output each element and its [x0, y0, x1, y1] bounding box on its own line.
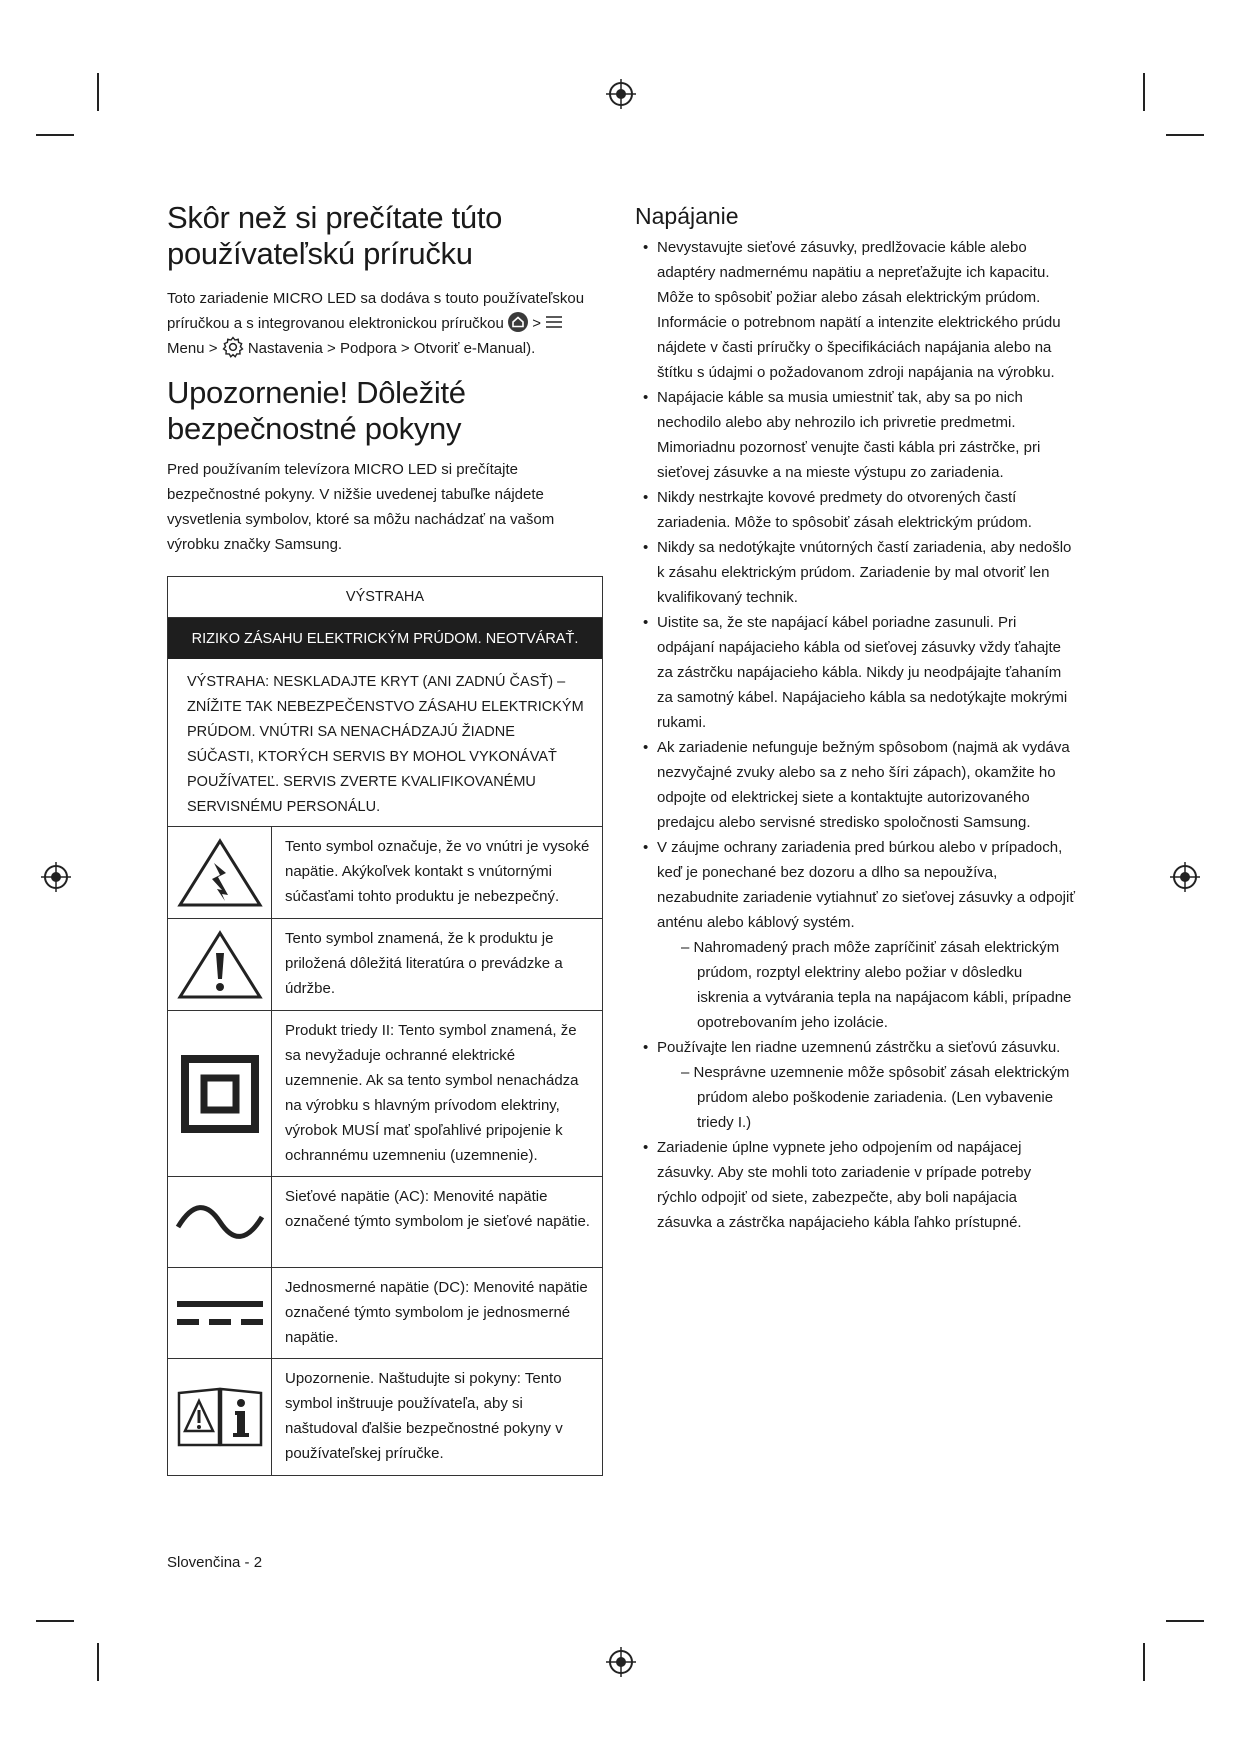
- symbol-row: [168, 1268, 602, 1359]
- list-item: • Ak zariadenie nefunguje bežným spôsobom (najmä ak vydáva nezvyčajné zvuky alebo sa z neho šíri zápach), okamžite ho odpojte od elektrickej siete a kontaktujte autorizovaného predajcu alebo servisné stredisko spoločnosti Samsung.: [643, 739, 1070, 831]
- menu-icon: [545, 315, 563, 329]
- exclamation-triangle-icon: [168, 919, 272, 1010]
- crop-mark: [1143, 73, 1145, 111]
- warning-table-text: VÝSTRAHA: NESKLADAJTE KRYT (ANI ZADNÚ ČASŤ) – ZNÍŽITE TAK NEBEZPEČENSTVO ZÁSAHU ELEKTRICKÝM PRÚDOM. VNÚTRI SA NENACHÁDZAJÚ ŽIADNE SÚČASTI, KTORÝCH SERVIS BY MOHOL VYKONÁVAŤ POUŽÍVATEĽ. SERVIS ZVERTE KVALIFIKOVANÉMU SERVISNÉMU PERSONÁLU.: [168, 659, 602, 827]
- symbol-row: [168, 1011, 602, 1177]
- symbol-row: [168, 1177, 602, 1268]
- list-item: • Používajte len riadne uzemnenú zástrčku a sieťovú zásuvku. – Nesprávne uzemnenie môže spôsobiť zásah elektrickým prúdom alebo poškodenie zariadenia. (Len vybavenie triedy I.): [635, 1035, 1075, 1135]
- warning-intro: Pred používaním televízora MICRO LED si prečítajte bezpečnostné pokyny. V nižšie uvedenej tabuľke nájdete vysvetlenia symbolov, ktoré sa môžu nachádzať na vašom výrobku značky Samsung.: [167, 461, 555, 553]
- symbol-row: [168, 919, 602, 1011]
- registration-mark-icon: [606, 1647, 636, 1677]
- list-item: • Napájacie káble sa musia umiestniť tak, aby sa po nich nechodilo alebo aby nehrozilo ich privretie predmetmi. Mimoriadnu pozornosť venujte časti kábla pri zástrčke, pri sieťovej zásuvke a na mieste výstupu zo zariadenia.: [643, 389, 1041, 481]
- list-item: • Nevystavujte sieťové zásuvky, predlžovacie káble alebo adaptéry nadmernému napätiu a nepreťažujte ich kapacitu. Môže to spôsobiť požiar alebo zásah elektrickým prúdom. Informácie o potrebnom napätí a intenzite elektrického prúdu nájdete v časti príručky o špecifikáciách napájania alebo na štítku s údajmi o požadovanom zdroji napájania na výrobku.: [643, 239, 1061, 381]
- symbol-description: Tento symbol označuje, že vo vnútri je vysoké napätie. Akýkoľvek kontakt s vnútornými súčasťami tohto produktu je nebezpečný.: [285, 838, 590, 905]
- warning-table: [167, 576, 603, 1476]
- list-item: • Nikdy nestrkajte kovové predmety do otvorených častí zariadenia. Môže to spôsobiť zásah elektrickým prúdom.: [643, 489, 1032, 531]
- home-icon: [508, 312, 528, 332]
- registration-mark-icon: [41, 862, 71, 892]
- crop-mark: [36, 134, 74, 136]
- list-item: • Uistite sa, že ste napájací kábel poriadne zasunuli. Pri odpájaní napájacieho kábla od sieťovej zásuvky vždy ťahajte za zástrčku napájacieho kábla. Nikdy ju neodpájajte ťahaním za samotný kábel. Napájacieho kábla sa nedotýkajte mokrými rukami.: [643, 614, 1068, 731]
- symbol-description: Produkt triedy II: Tento symbol znamená, že sa nevyžaduje ochranné elektrické uzemnenie. Ak sa tento symbol nenachádza na výrobku s hlavným prívodom elektriny, výrobok MUSÍ mať spoľahlivé pripojenie k ochrannému uzemneniu (uzemnenie).: [285, 1022, 579, 1164]
- warning-risk-banner: RIZIKO ZÁSAHU ELEKTRICKÝM PRÚDOM. NEOTVÁRAŤ.: [168, 618, 602, 659]
- list-sub-item: – Nahromadený prach môže zapríčiniť zásah elektrickým prúdom, rozptyl elektriny alebo požiar v dôsledku iskrenia a vytvárania tepla na napájacom kábli, prípadne opotrebovaním jeho izolácie.: [681, 939, 1072, 1031]
- list-item: • V záujme ochrany zariadenia pred búrkou alebo v prípadoch, keď je ponechané bez dozoru a dlho sa nepoužíva, nezabudnite zariadenie vytiahnuť zo sieťovej zásuvky a odpojiť anténu alebo káblový systém. – Nahromadený prach môže zapríčiniť zásah elektrickým prúdom, rozptyl elektriny alebo požiar v dôsledku iskrenia a vytvárania tepla na napájacom kábli, prípadne opotrebovaním jeho izolácie.: [635, 835, 1075, 1035]
- crop-mark: [1143, 1643, 1145, 1681]
- page-footer: Slovenčina - 2: [167, 1554, 263, 1571]
- warning-title: Upozornenie! Dôležité bezpečnostné pokyny: [167, 375, 466, 446]
- symbol-row: [168, 1359, 602, 1475]
- ac-wave-icon: [168, 1177, 272, 1267]
- symbol-description: Jednosmerné napätie (DC): Menovité napätie označené týmto symbolom je jednosmerné napätie.: [285, 1279, 588, 1346]
- page-title: Skôr než si prečítate túto používateľskú príručku: [167, 200, 503, 271]
- read-instructions-icon: [168, 1359, 272, 1475]
- list-item: • Zariadenie úplne vypnete jeho odpojením od napájacej zásuvky. Aby ste mohli toto zariadenie v prípade potreby rýchlo odpojiť od siete, zabezpečte, aby boli napájacia zásuvka a zástrčka napájacieho kábla ľahko prístupné.: [643, 1139, 1032, 1231]
- crop-mark: [97, 73, 99, 111]
- dc-lines-icon: [168, 1268, 272, 1358]
- settings-gear-icon: [222, 336, 244, 358]
- list-sub-item: – Nesprávne uzemnenie môže spôsobiť zásah elektrickým prúdom alebo poškodenie zariadenia. (Len vybavenie triedy I.): [681, 1064, 1070, 1131]
- list-item: • Nikdy sa nedotýkajte vnútorných častí zariadenia, aby nedošlo k zásahu elektrickým prúdom. Zariadenie by mal otvoriť len kvalifikovaný technik.: [643, 539, 1072, 606]
- power-list: [635, 235, 1075, 1235]
- double-square-icon: [168, 1011, 272, 1176]
- lightning-triangle-icon: [168, 827, 272, 918]
- registration-mark-icon: [606, 79, 636, 109]
- intro-paragraph: Toto zariadenie MICRO LED sa dodáva s touto používateľskou príručkou a s integrovanou elektronickou príručkou > Menu > Nastavenia > Podpora > Otvoriť e-Manual).: [167, 290, 585, 357]
- power-section-title: Napájanie: [635, 203, 739, 229]
- symbol-description: Sieťové napätie (AC): Menovité napätie označené týmto symbolom je sieťové napätie.: [285, 1188, 590, 1230]
- crop-mark: [1166, 134, 1204, 136]
- registration-mark-icon: [1170, 862, 1200, 892]
- crop-mark: [36, 1620, 74, 1622]
- symbol-description: Upozornenie. Naštudujte si pokyny: Tento symbol inštruuje používateľa, aby si naštudoval ďalšie bezpečnostné pokyny v používateľskej príručke.: [285, 1370, 563, 1462]
- symbol-description: Tento symbol znamená, že k produktu je priložená dôležitá literatúra o prevádzke a údržbe.: [285, 930, 563, 997]
- crop-mark: [1166, 1620, 1204, 1622]
- crop-mark: [97, 1643, 99, 1681]
- intro-text: Toto zariadenie MICRO LED sa dodáva s touto používateľskou príručkou a s integrovanou elektronickou príručkou: [167, 290, 585, 332]
- warning-table-header: VÝSTRAHA: [168, 577, 602, 618]
- symbol-row: [168, 827, 602, 919]
